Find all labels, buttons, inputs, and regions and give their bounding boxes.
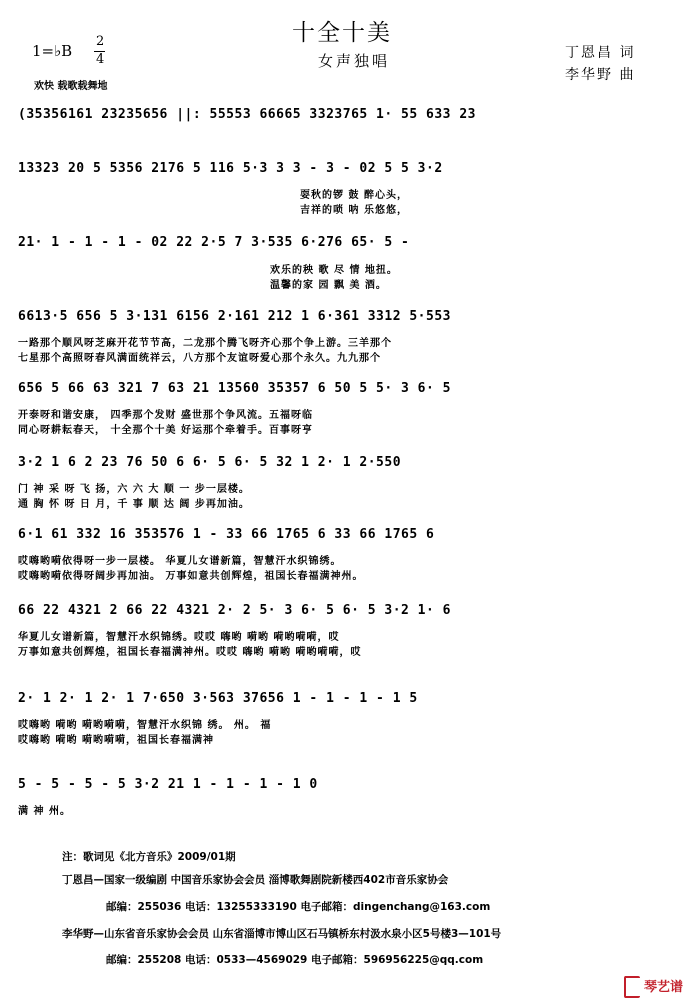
lyric-text: 满 神 州。 <box>18 806 71 817</box>
lyric-text: 哎嗨哟 嗬哟 嗬哟嗬嗬，智慧汗水织锦 绣。 州。 福 <box>18 720 272 731</box>
lyric-line-1 <box>18 480 672 495</box>
composer-credit: 李华野 曲 <box>565 67 636 83</box>
notation-text: 66 22 4321 2 66 22 4321 2· 2 5· 3 6· 5 6· 5 3·2 1· 6 <box>18 603 451 618</box>
notation-row <box>18 156 672 184</box>
logo-text: 琴艺谱 <box>644 980 684 995</box>
lyric-line-1 <box>18 406 672 421</box>
notation-row <box>18 686 672 714</box>
lyric-text: 七星那个高照呀春风满面统祥云，八方那个友谊呀爱心那个永久。九九那个 <box>18 353 381 364</box>
lyric-line-2 <box>18 421 672 436</box>
notation-row <box>18 376 672 404</box>
lyricist-credit: 丁恩昌 词 <box>565 45 636 61</box>
notation-text: 13323 20 5 5356 2176 5 116 5·3 3 3 - 3 - 02 5 5 3·2 <box>18 161 443 176</box>
lyric-line-2 <box>18 643 672 658</box>
logo-mark-icon <box>624 976 640 998</box>
lyric-line-1 <box>18 552 672 567</box>
lyric-line-1 <box>18 628 672 643</box>
footnote-source: 注：歌词见《北方音乐》2009/01期 <box>62 851 236 863</box>
notation-text: 3·2 1 6 2 23 76 50 6 6· 5 6· 5 32 1 2· 1 2·550 <box>18 455 402 470</box>
lyric-line-1 <box>18 802 672 817</box>
notation-row <box>18 304 672 332</box>
lyric-text: 吉祥的唢 呐 乐悠悠， <box>300 205 408 216</box>
lyric-text: 一路那个顺风呀芝麻开花节节高，二龙那个腾飞呀齐心那个争上游。三羊那个 <box>18 338 392 349</box>
song-title: 十全十美 <box>292 20 392 46</box>
notation-text: (35356161 23235656 ||: 55553 66665 3323765 1· 55 633 23 <box>18 107 476 122</box>
lyric-text: 门 神 采 呀 飞 扬，六 六 大 顺 一 步一层楼。 <box>18 484 250 495</box>
lyric-text: 温馨的家 园 飘 美 酒。 <box>270 280 387 291</box>
footnote-composer: 李华野—山东省音乐家协会会员 山东省淄博市博山区石马镇桥东村汲水泉小区5号楼3—101号 <box>62 928 502 940</box>
footnote-lyricist: 丁恩昌—国家一级编剧 中国音乐家协会会员 淄博歌舞剧院新楼西402市音乐家协会 <box>62 874 449 886</box>
lyric-text: 哎嗨哟嗬依得呀一步一层楼。 华夏儿女谱新篇，智慧汗水织锦绣。 <box>18 556 342 567</box>
lyric-text: 哎嗨哟 嗬哟 嗬哟嗬嗬，祖国长春福满神 <box>18 735 214 746</box>
notation-row <box>18 772 672 800</box>
notation-row <box>18 598 672 626</box>
lyric-text: 同心呀耕耘春天， 十全那个十美 好运那个牵着手。百事呀亨 <box>18 425 313 436</box>
lyric-text: 万事如意共创辉煌，祖国长春福满神州。哎哎 嗨哟 嗬哟 嗬哟嗬嗬，哎 <box>18 647 362 658</box>
lyric-text: 通 胸 怀 呀 日 月，千 事 顺 达 阔 步再加油。 <box>18 499 250 510</box>
notation-row <box>18 522 672 550</box>
notation-row <box>18 230 672 258</box>
lyric-line-1 <box>18 261 672 276</box>
lyric-text: 开泰呀和谐安康， 四季那个发财 盛世那个争风流。五福呀临 <box>18 410 313 421</box>
song-subtitle: 女声独唱 <box>318 52 391 70</box>
lyric-line-1 <box>18 716 672 731</box>
lyric-line-1 <box>18 334 672 349</box>
notation-text: 6·1 61 332 16 353576 1 - 33 66 1765 6 33 66 1765 6 <box>18 527 435 542</box>
notation-row <box>18 102 672 130</box>
lyric-line-2 <box>18 276 672 291</box>
key-signature: 1=♭B <box>32 42 73 60</box>
notation-text: 6613·5 656 5 3·131 6156 2·161 212 1 6·361 3312 5·553 <box>18 309 451 324</box>
lyric-line-2 <box>18 201 672 216</box>
lyric-line-1 <box>18 186 672 201</box>
lyric-text: 华夏儿女谱新篇，智慧汗水织锦绣。哎哎 嗨哟 嗬哟 嗬哟嗬嗬，哎 <box>18 632 340 643</box>
site-logo <box>624 974 696 998</box>
time-signature-top: 2 <box>96 34 105 49</box>
notation-text: 21· 1 - 1 - 1 - 02 22 2·5 7 3·535 6·276 65· 5 - <box>18 235 410 250</box>
lyric-line-2 <box>18 731 672 746</box>
time-signature-bottom: 4 <box>96 52 105 67</box>
lyric-text: 耍秋的锣 鼓 醉心头， <box>300 190 408 201</box>
notation-text: 2· 1 2· 1 2· 1 7·650 3·563 37656 1 - 1 - 1 - 1 5 <box>18 691 418 706</box>
lyric-text: 欢乐的秧 歌 尽 情 地扭。 <box>270 265 398 276</box>
lyric-text: 哎嗨哟嗬依得呀阔步再加油。 万事如意共创辉煌，祖国长春福满神州。 <box>18 571 364 582</box>
lyric-line-2 <box>18 349 672 364</box>
notation-row <box>18 450 672 478</box>
footnote-lyricist-contact: 邮编：255036 电话：13255333190 电子邮箱：dingenchang@163.com <box>106 901 491 913</box>
tempo-marking: 欢快 载歌载舞地 <box>34 81 108 92</box>
lyric-line-2 <box>18 495 672 510</box>
lyric-line-2 <box>18 567 672 582</box>
notation-text: 656 5 66 63 321 7 63 21 13560 35357 6 50 5 5· 3 6· 5 <box>18 381 451 396</box>
notation-text: 5 - 5 - 5 - 5 3·2 21 1 - 1 - 1 - 1 0 <box>18 777 318 792</box>
footnote-composer-contact: 邮编：255208 电话：0533—4569029 电子邮箱：596956225@qq.com <box>106 954 484 966</box>
